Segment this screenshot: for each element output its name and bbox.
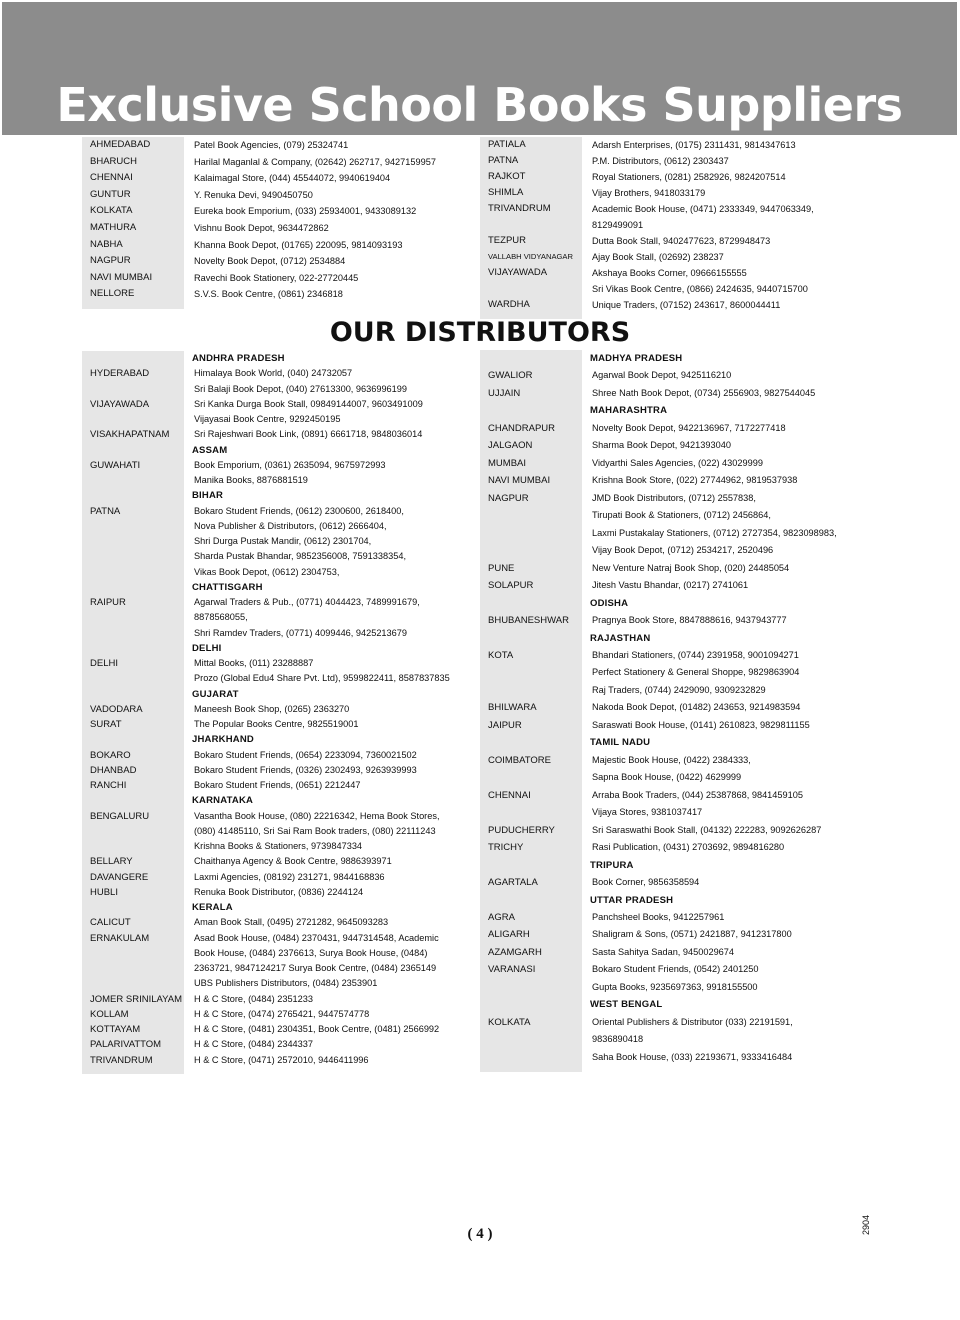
- distributor-entry: Laxmi Agencies, (08192) 231271, 9844168836: [194, 871, 385, 882]
- city-label: KOLLAM: [90, 1008, 129, 1020]
- state-label: UTTAR PRADESH: [590, 894, 674, 906]
- state-label: KERALA: [192, 902, 233, 913]
- state-label: RAJASTHAN: [590, 632, 651, 644]
- list-item: [480, 249, 878, 265]
- distributor-entry: H & C Store, (0474) 2765421, 9447574778: [194, 1008, 370, 1019]
- list-item: [82, 1022, 480, 1037]
- city-label: CHENNAI: [488, 789, 531, 801]
- city-label: HUBLI: [90, 886, 118, 898]
- state-label: DELHI: [192, 642, 222, 654]
- distributor-entry: New Venture Natraj Book Shop, (020) 24485054: [592, 562, 790, 573]
- state-heading: [82, 488, 480, 503]
- city-label: TRIVANDRUM: [90, 1054, 153, 1066]
- list-item: [480, 490, 878, 507]
- distributor-entry: Arraba Book Traders, (044) 25387868, 9841459105: [592, 789, 803, 800]
- distributor-entry: H & C Store, (0471) 2572010, 9446411996: [194, 1054, 369, 1065]
- list-item: [82, 961, 480, 976]
- list-item: [480, 281, 878, 297]
- distributor-entry: Kalaimagal Store, (044) 45544072, 9940619404: [194, 173, 391, 184]
- list-item: [82, 854, 480, 869]
- distributor-entry: Renuka Book Distributor, (0836) 2244124: [194, 886, 364, 897]
- distributor-entry: Patel Book Agencies, (079) 25324741: [194, 140, 349, 150]
- city-label: PATNA: [488, 155, 519, 166]
- distributor-entry: Bokaro Student Friends, (0326) 2302493, 9263939993: [194, 764, 417, 775]
- state-heading: [480, 996, 878, 1013]
- suppliers-right-column: [480, 137, 878, 319]
- list-item: [82, 270, 480, 287]
- list-item: [480, 612, 878, 629]
- distributor-entry: Shree Nath Book Depot, (0734) 2556903, 9827544045: [592, 387, 816, 398]
- list-item: [480, 577, 878, 594]
- state-label: TAMIL NADU: [590, 737, 651, 749]
- distributor-entry: Agarwal Traders & Pub., (0771) 4044423, 7489991679,: [194, 597, 420, 607]
- city-label: VIJAYAWADA: [488, 267, 548, 278]
- state-label: JHARKHAND: [192, 734, 254, 746]
- list-item: [82, 1007, 480, 1022]
- list-item: [82, 824, 480, 839]
- distributor-entry: Sapna Book House, (0422) 4629999: [592, 772, 742, 783]
- distributor-entry: S.V.S. Book Centre, (0861) 2346818: [194, 289, 343, 300]
- list-item: [82, 220, 480, 237]
- list-item: [82, 717, 480, 732]
- state-heading: [82, 351, 480, 366]
- list-item: [480, 542, 878, 559]
- distributor-entry: Academic Book House, (0471) 2333349, 9447063349,: [592, 204, 814, 214]
- state-label: BIHAR: [192, 490, 224, 502]
- list-item: [82, 870, 480, 885]
- distributor-entry: Mittal Books, (011) 23288887: [194, 658, 314, 668]
- list-item: [82, 763, 480, 778]
- city-label: VALLABH VIDYANAGAR: [488, 252, 573, 261]
- city-label: CALICUT: [90, 917, 131, 929]
- state-label: TRIPURA: [590, 859, 634, 871]
- city-label: PATIALA: [488, 139, 526, 150]
- list-item: [480, 804, 878, 821]
- distributor-entry: Chaithanya Agency & Book Centre, 9886393971: [194, 856, 392, 867]
- distributor-entry: 8878568055,: [194, 612, 248, 623]
- city-label: MATHURA: [90, 221, 137, 233]
- city-label: SURAT: [90, 719, 122, 730]
- city-label: DAVANGERE: [90, 871, 149, 883]
- city-label: BELLARY: [90, 856, 133, 868]
- city-label: VIJAYAWADA: [90, 398, 150, 410]
- list-item: [82, 565, 480, 580]
- distributor-entry: Oriental Publishers & Distributor (033) 22191591,: [592, 1016, 793, 1027]
- header-banner: [2, 2, 957, 135]
- distributor-entry: Prozo (Global Edu4 Share Pvt. Ltd), 9599822411, 8587837835: [194, 673, 450, 684]
- distributor-entry: Krishna Book Store, (022) 27744962, 9819537938: [592, 475, 798, 486]
- list-item: [82, 458, 480, 473]
- list-item: [480, 217, 878, 233]
- list-item: [82, 412, 480, 427]
- city-label: VARANASI: [488, 964, 536, 976]
- list-item: [480, 664, 878, 681]
- distributor-entry: The Popular Books Centre, 9825519001: [194, 719, 359, 729]
- distributor-entry: Book Emporium, (0361) 2635094, 9675972993: [194, 459, 386, 470]
- distributor-entry: Bokaro Student Friends, (0612) 2300600, 2618400,: [194, 505, 404, 516]
- city-label: GUNTUR: [90, 188, 131, 200]
- list-item: [480, 153, 878, 169]
- city-label: KOLKATA: [488, 1016, 531, 1028]
- city-label: PATNA: [90, 505, 121, 517]
- distributor-entry: Vidyarthi Sales Agencies, (022) 43029999: [592, 457, 763, 468]
- list-item: [82, 595, 480, 610]
- distributor-entry: Ajay Book Stall, (02692) 238237: [592, 252, 724, 262]
- state-heading: [480, 857, 878, 874]
- distributor-entry: Krishna Books & Stationers, 9739847334: [194, 841, 363, 851]
- city-label: COIMBATORE: [488, 754, 551, 766]
- list-item: [480, 137, 878, 153]
- list-item: [480, 926, 878, 943]
- city-label: AHMEDABAD: [90, 139, 151, 150]
- distributor-entry: H & C Store, (0484) 2351233: [194, 993, 313, 1004]
- list-item: [480, 699, 878, 716]
- list-item: [480, 455, 878, 472]
- distributor-entry: Shaligram & Sons, (0571) 2421887, 9412317800: [592, 929, 792, 940]
- city-label: NAVI MUMBAI: [90, 271, 153, 283]
- distributor-entry: Dutta Book Stall, 9402477623, 8729948473: [592, 236, 771, 246]
- list-item: [82, 534, 480, 549]
- distributor-entry: Vikas Book Depot, (0612) 2304753,: [194, 566, 340, 577]
- distributor-entry: Book Corner, 9856358594: [592, 877, 700, 888]
- list-item: [480, 265, 878, 281]
- city-label: ERNAKULAM: [90, 932, 150, 944]
- distributor-entry: Rasi Publication, (0431) 2703692, 9894816280: [592, 842, 785, 853]
- city-label: AGRA: [488, 912, 515, 923]
- distributor-entry: H & C Store, (0481) 2304351, Book Centre, (0481) 2566992: [194, 1024, 440, 1034]
- list-item: [82, 187, 480, 204]
- distributor-entry: Agarwal Book Depot, 9425116210: [592, 370, 732, 381]
- distributor-entry: Sri Rajeshwari Book Link, (0891) 6661718, 9848036014: [194, 429, 423, 440]
- list-item: [82, 839, 480, 854]
- list-item: [82, 237, 480, 254]
- list-item: [82, 809, 480, 824]
- state-heading: [82, 580, 480, 595]
- city-label: HYDERABAD: [90, 368, 150, 380]
- distributor-entry: Tirupati Book & Stationers, (0712) 2456864,: [592, 510, 771, 521]
- distributor-entry: Bhandari Stationers, (0744) 2391958, 9001094271: [592, 649, 799, 660]
- distributor-entry: 9836890418: [592, 1034, 644, 1045]
- list-item: [480, 297, 878, 313]
- distributor-entry: Pragnya Book Store, 8847888616, 9437943777: [592, 615, 787, 626]
- list-item: [480, 839, 878, 856]
- list-item: [480, 752, 878, 769]
- city-label: DELHI: [90, 658, 118, 669]
- distributor-entry: (080) 41485110, Sri Sai Ram Book traders, (080) 22111243: [194, 825, 436, 836]
- distributor-entry: Aman Book Stall, (0495) 2721282, 9645093283: [194, 917, 389, 928]
- state-heading: [82, 443, 480, 458]
- list-item: [82, 382, 480, 397]
- list-item: [82, 137, 480, 154]
- distributor-entry: Laxmi Pustakalay Stationers, (0712) 2727354, 9823098983,: [592, 527, 837, 538]
- list-item: [480, 169, 878, 185]
- suppliers-left-column: [82, 137, 480, 309]
- list-item: [480, 185, 878, 201]
- city-label: WARDHA: [488, 299, 530, 310]
- distributor-entry: Manika Books, 8876881519: [194, 475, 308, 485]
- distributor-entry: Y. Renuka Devi, 9490450750: [194, 189, 313, 200]
- list-item: [82, 1037, 480, 1052]
- distributor-entry: Unique Traders, (07152) 243617, 8600044411: [592, 300, 781, 310]
- distributor-entry: Nakoda Book Depot, (01482) 243653, 9214983594: [592, 702, 801, 713]
- distributor-entry: Vasantha Book House, (080) 22216342, Hema Book Stores,: [194, 810, 440, 821]
- list-item: [480, 979, 878, 996]
- list-item: [480, 1014, 878, 1031]
- list-item: [82, 931, 480, 946]
- distributor-entry: Saha Book House, (033) 22193671, 9333416484: [592, 1051, 793, 1062]
- city-label: JAIPUR: [488, 719, 522, 731]
- list-item: [480, 1049, 878, 1066]
- distributor-entry: Vijay Brothers, 9418033179: [592, 188, 706, 198]
- distributors-left-column: [82, 351, 480, 1074]
- city-label: DHANBAD: [90, 764, 137, 776]
- distributor-entry: Jitesh Vastu Bhandar, (0217) 2741061: [592, 580, 749, 591]
- state-heading: [82, 641, 480, 656]
- list-item: [480, 472, 878, 489]
- city-label: RANCHI: [90, 780, 127, 791]
- city-label: PUNE: [488, 562, 515, 574]
- city-label: PUDUCHERRY: [488, 824, 555, 836]
- list-item: [480, 560, 878, 577]
- list-item: [82, 473, 480, 488]
- state-label: KARNATAKA: [192, 795, 254, 807]
- page-number: ( 4 ): [467, 1226, 493, 1242]
- city-label: NAVI MUMBAI: [488, 475, 551, 487]
- list-item: [480, 367, 878, 384]
- city-label: NAGPUR: [488, 492, 529, 504]
- distributor-entry: Panchsheel Books, 9412257961: [592, 912, 725, 922]
- distributor-entry: Khanna Book Depot, (01765) 220095, 9814093193: [194, 239, 403, 250]
- city-label: ALIGARH: [488, 929, 530, 941]
- distributor-entry: Sharda Pustak Bhandar, 9852356008, 7591338354,: [194, 551, 407, 562]
- list-item: [480, 822, 878, 839]
- state-heading: [82, 793, 480, 808]
- city-label: RAJKOT: [488, 171, 526, 182]
- list-item: [480, 909, 878, 926]
- state-label: CHATTISGARH: [192, 581, 263, 593]
- distributor-entry: Sasta Sahitya Sadan, 9450029674: [592, 946, 735, 957]
- state-heading: [480, 630, 878, 647]
- list-item: [480, 1031, 878, 1048]
- distributors-heading: OUR DISTRIBUTORS: [329, 317, 631, 348]
- list-item: [480, 944, 878, 961]
- print-code: 2904: [861, 1214, 871, 1236]
- distributor-entry: Sri Kanka Durga Book Stall, 09849144007, 9603491009: [194, 398, 423, 409]
- distributor-entry: Novelty Book Depot, (0712) 2534884: [194, 256, 346, 267]
- city-label: BHILWARA: [488, 702, 537, 714]
- city-label: NELLORE: [90, 288, 135, 300]
- city-label: JALGAON: [488, 440, 533, 452]
- distributor-entry: Gupta Books, 9235697363, 9918155500: [592, 981, 758, 992]
- city-label: MUMBAI: [488, 457, 526, 469]
- distributor-entry: Ravechi Book Stationery, 022-27720445: [194, 272, 359, 283]
- distributor-entry: Sharma Book Depot, 9421393040: [592, 440, 731, 451]
- page-title: Exclusive School Books Suppliers: [56, 78, 903, 132]
- state-label: MAHARASHTRA: [590, 405, 668, 417]
- list-item: [480, 961, 878, 978]
- list-item: [82, 1053, 480, 1068]
- distributor-entry: UBS Publishers Distributors, (0484) 2353901: [194, 978, 378, 989]
- distributor-entry: Akshaya Books Corner, 09666155555: [592, 268, 747, 278]
- state-label: ODISHA: [590, 597, 629, 609]
- distributor-entry: Saraswati Book House, (0141) 2610823, 9829811155: [592, 719, 810, 730]
- city-label: NAGPUR: [90, 255, 131, 267]
- city-label: CHENNAI: [90, 172, 133, 184]
- list-item: [480, 525, 878, 542]
- list-item: [82, 366, 480, 381]
- list-item: [82, 253, 480, 270]
- distributor-entry: Maneesh Book Shop, (0265) 2363270: [194, 703, 350, 714]
- list-item: [480, 787, 878, 804]
- list-item: [82, 610, 480, 625]
- list-item: [82, 519, 480, 534]
- list-item: [82, 504, 480, 519]
- state-label: WEST BENGAL: [590, 999, 663, 1011]
- city-label: SHIMLA: [488, 187, 524, 198]
- state-heading: [82, 732, 480, 747]
- list-item: [82, 885, 480, 900]
- city-label: VADODARA: [90, 703, 143, 715]
- city-label: BHUBANESHWAR: [488, 615, 569, 627]
- city-label: JOMER SRINILAYAM: [90, 993, 183, 1005]
- list-item: [82, 976, 480, 991]
- distributor-entry: Vishnu Book Depot, 9634472862: [194, 222, 329, 233]
- distributors-right-column: [480, 350, 878, 1072]
- list-item: [82, 992, 480, 1007]
- distributor-entry: H & C Store, (0484) 2344337: [194, 1039, 313, 1050]
- list-item: [480, 201, 878, 217]
- city-label: AZAMGARH: [488, 946, 542, 958]
- city-label: BENGALURU: [90, 810, 150, 822]
- state-heading: [480, 892, 878, 909]
- city-label: GUWAHATI: [90, 459, 141, 471]
- distributor-entry: Eureka book Emporium, (033) 25934001, 9433089132: [194, 206, 417, 217]
- list-item: [82, 946, 480, 961]
- list-item: [480, 437, 878, 454]
- list-item: [82, 671, 480, 686]
- distributor-entry: Shri Ramdev Traders, (0771) 4099446, 9425213679: [194, 627, 407, 638]
- list-item: [82, 154, 480, 171]
- distributor-entry: Vijaya Stores, 9381037417: [592, 807, 703, 818]
- distributor-entry: Himalaya Book World, (040) 24732057: [194, 368, 353, 379]
- city-label: KOTA: [488, 649, 514, 661]
- city-label: AGARTALA: [488, 877, 538, 889]
- list-item: [82, 170, 480, 187]
- list-item: [82, 702, 480, 717]
- distributor-entry: Royal Stationers, (0281) 2582926, 9824207514: [592, 172, 786, 182]
- city-label: KOLKATA: [90, 205, 133, 217]
- city-label: PALARIVATTOM: [90, 1039, 162, 1051]
- distributor-entry: Harilal Maganlal & Company, (02642) 262717, 9427159957: [194, 156, 436, 167]
- state-label: GUJARAT: [192, 688, 239, 700]
- distributor-entry: JMD Book Distributors, (0712) 2557838,: [592, 492, 756, 503]
- distributor-entry: Sri Balaji Book Depot, (040) 27613300, 9636996199: [194, 383, 407, 394]
- distributor-entry: 8129499091: [592, 220, 644, 230]
- state-label: ASSAM: [192, 444, 228, 456]
- distributor-entry: Shri Durga Pustak Mandir, (0612) 2301704,: [194, 536, 372, 546]
- distributor-entry: Vijayasai Book Centre, 9292450195: [194, 414, 341, 424]
- list-item: [82, 626, 480, 641]
- city-label: BHARUCH: [90, 155, 137, 167]
- list-item: [480, 233, 878, 249]
- distributor-entry: Vijay Book Depot, (0712) 2534217, 2520496: [592, 545, 774, 556]
- city-label: GWALIOR: [488, 370, 533, 382]
- distributor-entry: Book House, (0484) 2376613, Surya Book House, (0484): [194, 947, 428, 958]
- distributor-entry: Sri Vikas Book Centre, (0866) 2424635, 9440715700: [592, 284, 808, 294]
- list-item: [82, 286, 480, 303]
- list-item: [82, 656, 480, 671]
- state-heading: [480, 402, 878, 419]
- list-item: [480, 385, 878, 402]
- distributor-entry: P.M. Distributors, (0612) 2303437: [592, 156, 729, 166]
- list-item: [82, 549, 480, 564]
- city-label: CHANDRAPUR: [488, 422, 556, 434]
- state-heading: [82, 900, 480, 915]
- distributor-entry: Asad Book House, (0484) 2370431, 9447314548, Academic: [194, 932, 439, 943]
- city-label: SOLAPUR: [488, 580, 534, 592]
- state-label: MADHYA PRADESH: [590, 353, 683, 364]
- city-label: NABHA: [90, 238, 123, 250]
- state-label: ANDHRA PRADESH: [192, 353, 285, 364]
- state-heading: [480, 734, 878, 751]
- distributor-entry: Bokaro Student Friends, (0654) 2233094, 7360021502: [194, 749, 417, 760]
- distributor-entry: Bokaro Student Friends, (0651) 2212447: [194, 780, 361, 790]
- list-item: [82, 397, 480, 412]
- state-heading: [480, 595, 878, 612]
- distributor-entry: Majestic Book House, (0422) 2384333,: [592, 754, 751, 765]
- state-heading: [82, 687, 480, 702]
- distributor-entry: Adarsh Enterprises, (0175) 2311431, 9814347613: [592, 140, 796, 150]
- list-item: [82, 427, 480, 442]
- city-label: VISAKHAPATNAM: [90, 429, 170, 441]
- list-item: [82, 778, 480, 793]
- distributor-entry: Sri Saraswathi Book Stall, (04132) 222283, 9092626287: [592, 824, 822, 835]
- city-label: TRICHY: [488, 842, 524, 854]
- list-item: [82, 748, 480, 763]
- city-label: RAIPUR: [90, 597, 126, 608]
- list-item: [480, 682, 878, 699]
- list-item: [480, 769, 878, 786]
- list-item: [480, 507, 878, 524]
- list-item: [82, 915, 480, 930]
- distributor-entry: Novelty Book Depot, 9422136967, 7172277418: [592, 422, 786, 433]
- list-item: [480, 647, 878, 664]
- list-item: [480, 717, 878, 734]
- city-label: UJJAIN: [488, 387, 521, 399]
- distributor-entry: 2363721, 9847124217 Surya Book Centre, (0484) 2365149: [194, 963, 437, 973]
- list-item: [82, 203, 480, 220]
- city-label: TEZPUR: [488, 235, 526, 246]
- city-label: KOTTAYAM: [90, 1024, 141, 1035]
- list-item: [480, 874, 878, 891]
- list-item: [480, 420, 878, 437]
- distributor-entry: Bokaro Student Friends, (0542) 2401250: [592, 964, 759, 975]
- distributor-entry: Nova Publisher & Distributors, (0612) 2666404,: [194, 520, 387, 531]
- city-label: TRIVANDRUM: [488, 203, 551, 214]
- distributor-entry: Perfect Stationery & General Shoppe, 9829863904: [592, 667, 800, 678]
- city-label: BOKARO: [90, 749, 131, 761]
- distributor-entry: Raj Traders, (0744) 2429090, 9309232829: [592, 684, 766, 695]
- state-heading: [480, 350, 878, 367]
